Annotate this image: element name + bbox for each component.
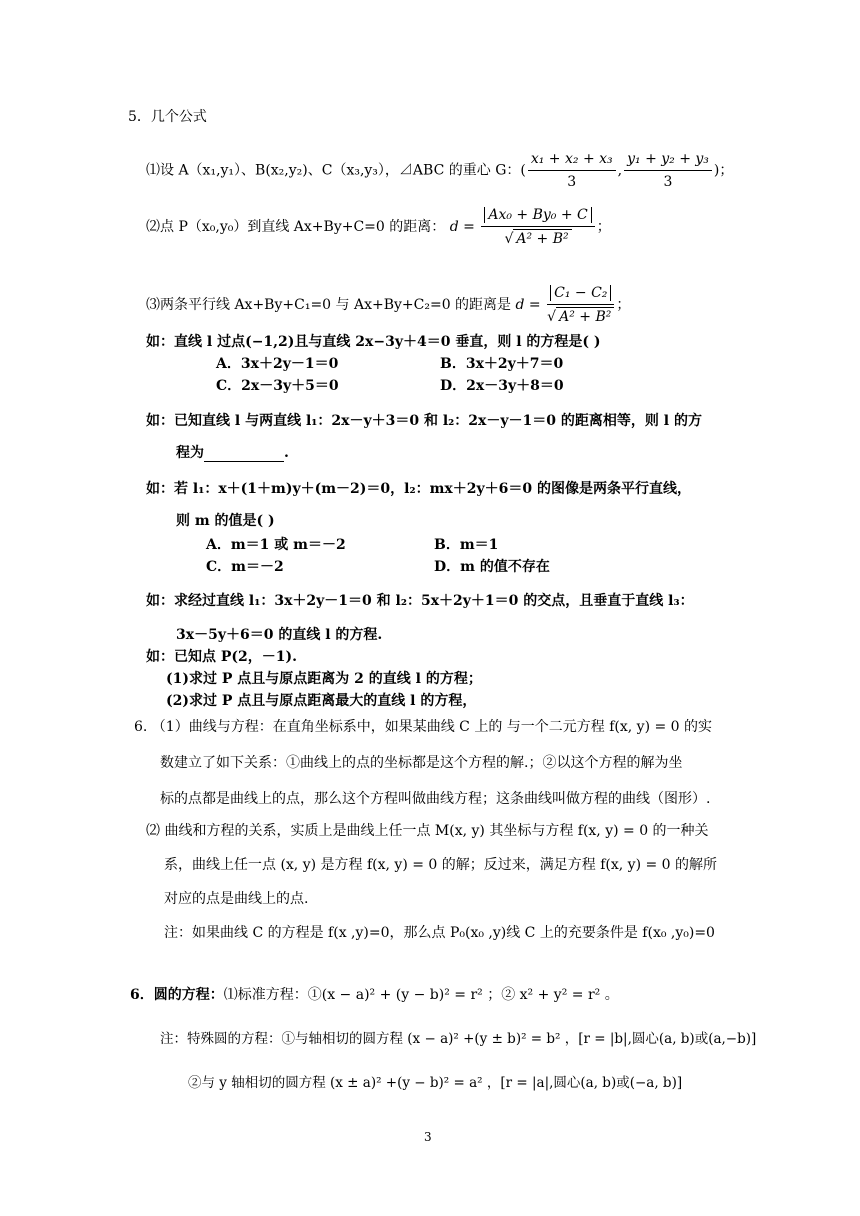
parallel-numerator: C₁ − C₂ <box>550 285 611 301</box>
q4-line-2: 3x－5y＋6＝0 的直线 l 的方程. <box>176 627 383 643</box>
q1-option-b: B．3x＋2y＋7＝0 <box>440 356 564 372</box>
circle-equation-line <box>130 986 619 1004</box>
centroid-y-denominator: 3 <box>663 174 673 190</box>
centroid-x-denominator: 3 <box>567 174 577 190</box>
formula-centroid-prefix: ⑴设 A（x₁,y₁）、B(x₂,y₂)、C（x₃,y₃），⊿ABC 的重心 G：( <box>146 162 526 179</box>
q5-line-1: 如：已知点 P(2，－1). <box>146 649 298 665</box>
centroid-comma: , <box>617 162 623 179</box>
circle-special-note-1: 注：特殊圆的方程：①与轴相切的圆方程 (x − a)² +(y ± b)² = b² ，[r = |b|,圆心(a, b)或(a,−b)] <box>160 1031 757 1047</box>
distance-lhs: d = <box>449 219 475 235</box>
centroid-x-fraction <box>528 150 616 191</box>
formula-distance-suffix: ； <box>596 219 611 235</box>
distance-numerator: Ax₀ + By₀ + C <box>484 207 591 223</box>
section-6-line-4: ⑵ 曲线和方程的关系，实质上是曲线上任一点 M(x, y) 其坐标与方程 f(x, y) = 0 的一种关 <box>146 823 709 839</box>
distance-denominator: A² + B² <box>513 229 571 248</box>
q2-line-2 <box>176 444 289 462</box>
section-6-line-3: 标的点都是曲线上的点，那么这个方程叫做曲线方程；这条曲线叫做方程的曲线（图形）. <box>160 791 711 807</box>
circle-standard-equation: ⑴标准方程：①(x − a)² + (y − b)² = r² ；② x² + y² = r² 。 <box>223 987 619 1003</box>
q1-stem: 如：直线 l 过点(−1,2)且与直线 2x−3y＋4＝0 垂直，则 l 的方程是( ) <box>146 334 601 350</box>
q3-option-b: B．m＝1 <box>434 537 499 553</box>
formula-centroid <box>146 150 733 191</box>
formula-distance-prefix: ⑵点 P（x₀,y₀）到直线 Ax+By+C=0 的距离： <box>146 219 446 235</box>
q5-line-3: (2)求过 P 点且与原点距离最大的直线 l 的方程， <box>166 693 477 709</box>
q3-option-a: A．m＝1 或 m＝－2 <box>206 537 346 553</box>
q2-line-1: 如：已知直线 l 与两直线 l₁：2x－y＋3＝0 和 l₂：2x－y－1＝0 的距离相等，则 l 的方 <box>146 413 702 429</box>
answer-blank <box>204 447 284 462</box>
distance-fraction: $\frac{\text{Ax₀ + By₀ + C}}{\text{√ A² + B²}}$ <box>481 206 594 248</box>
formula-parallel-prefix: ⑶两条平行线 Ax+By+C₁=0 与 Ax+By+C₂=0 的距离是 <box>146 297 512 313</box>
q3-option-d: D．m 的值不存在 <box>434 559 550 575</box>
circle-special-note-2: ②与 y 轴相切的圆方程 (x ± a)² +(y − b)² = a² ，[r = |a|,圆心(a, b)或(−a, b)] <box>188 1075 683 1091</box>
section-6-line-5: 系，曲线上任一点 (x, y) 是方程 f(x, y) = 0 的解；反过来，满足方程 f(x, y) = 0 的解所 <box>164 857 718 873</box>
q5-line-2: (1)求过 P 点且与原点距离为 2 的直线 l 的方程； <box>166 671 482 687</box>
formula-centroid-suffix: )； <box>713 162 734 179</box>
formula-parallel-suffix: ； <box>616 297 631 313</box>
section-6-line-2: 数建立了如下关系：①曲线上的点的坐标都是这个方程的解.；②以这个方程的解为坐 <box>160 755 683 771</box>
page-number: 3 <box>424 1130 432 1144</box>
parallel-lhs: d = <box>515 297 541 313</box>
centroid-x-numerator: x₁ + x₂ + x₃ <box>528 150 616 171</box>
q2-line-2-prefix: 程为 <box>176 445 204 461</box>
section-6-note: 注：如果曲线 C 的方程是 f(x ,y)=0，那么点 P₀(x₀ ,y)线 C 上的充要条件是 f(x₀ ,y₀)=0 <box>164 925 715 941</box>
q1-option-d: D．2x－3y＋8＝0 <box>440 378 564 394</box>
centroid-y-fraction <box>624 150 712 191</box>
section-5-title: 5．几个公式 <box>128 109 207 125</box>
parallel-fraction: $\frac{\text{C₁ − C₂}}{\text{√ A² + B²}}$ <box>547 284 614 326</box>
section-6-line-1: 6. （1）曲线与方程：在直角坐标系中，如果某曲线 C 上的 与一个二元方程 f(x, y) = 0 的实 <box>134 719 713 735</box>
q3-line-1: 如：若 l₁：x＋(1＋m)y＋(m－2)＝0，l₂：mx＋2y＋6＝0 的图像是两条平行直线， <box>146 481 691 497</box>
q1-option-c: C．2x－3y＋5＝0 <box>216 378 339 394</box>
section-6-line-6: 对应的点是曲线上的点. <box>164 891 309 907</box>
circle-section-title: 6．圆的方程： <box>130 987 224 1003</box>
parallel-denominator: A² + B² <box>556 307 614 326</box>
q3-line-2: 则 m 的值是( ) <box>176 513 275 529</box>
q2-line-2-suffix: . <box>284 445 289 461</box>
q4-line-1: 如：求经过直线 l₁：3x＋2y－1＝0 和 l₂：5x＋2y＋1＝0 的交点，且垂直于直线 l₃： <box>146 593 694 609</box>
q1-option-a: A．3x＋2y－1＝0 <box>216 356 339 372</box>
formula-point-line-distance <box>146 206 611 248</box>
centroid-y-numerator: y₁ + y₂ + y₃ <box>624 150 712 171</box>
q3-option-c: C．m＝－2 <box>206 559 284 575</box>
formula-parallel-line-distance <box>146 284 630 326</box>
